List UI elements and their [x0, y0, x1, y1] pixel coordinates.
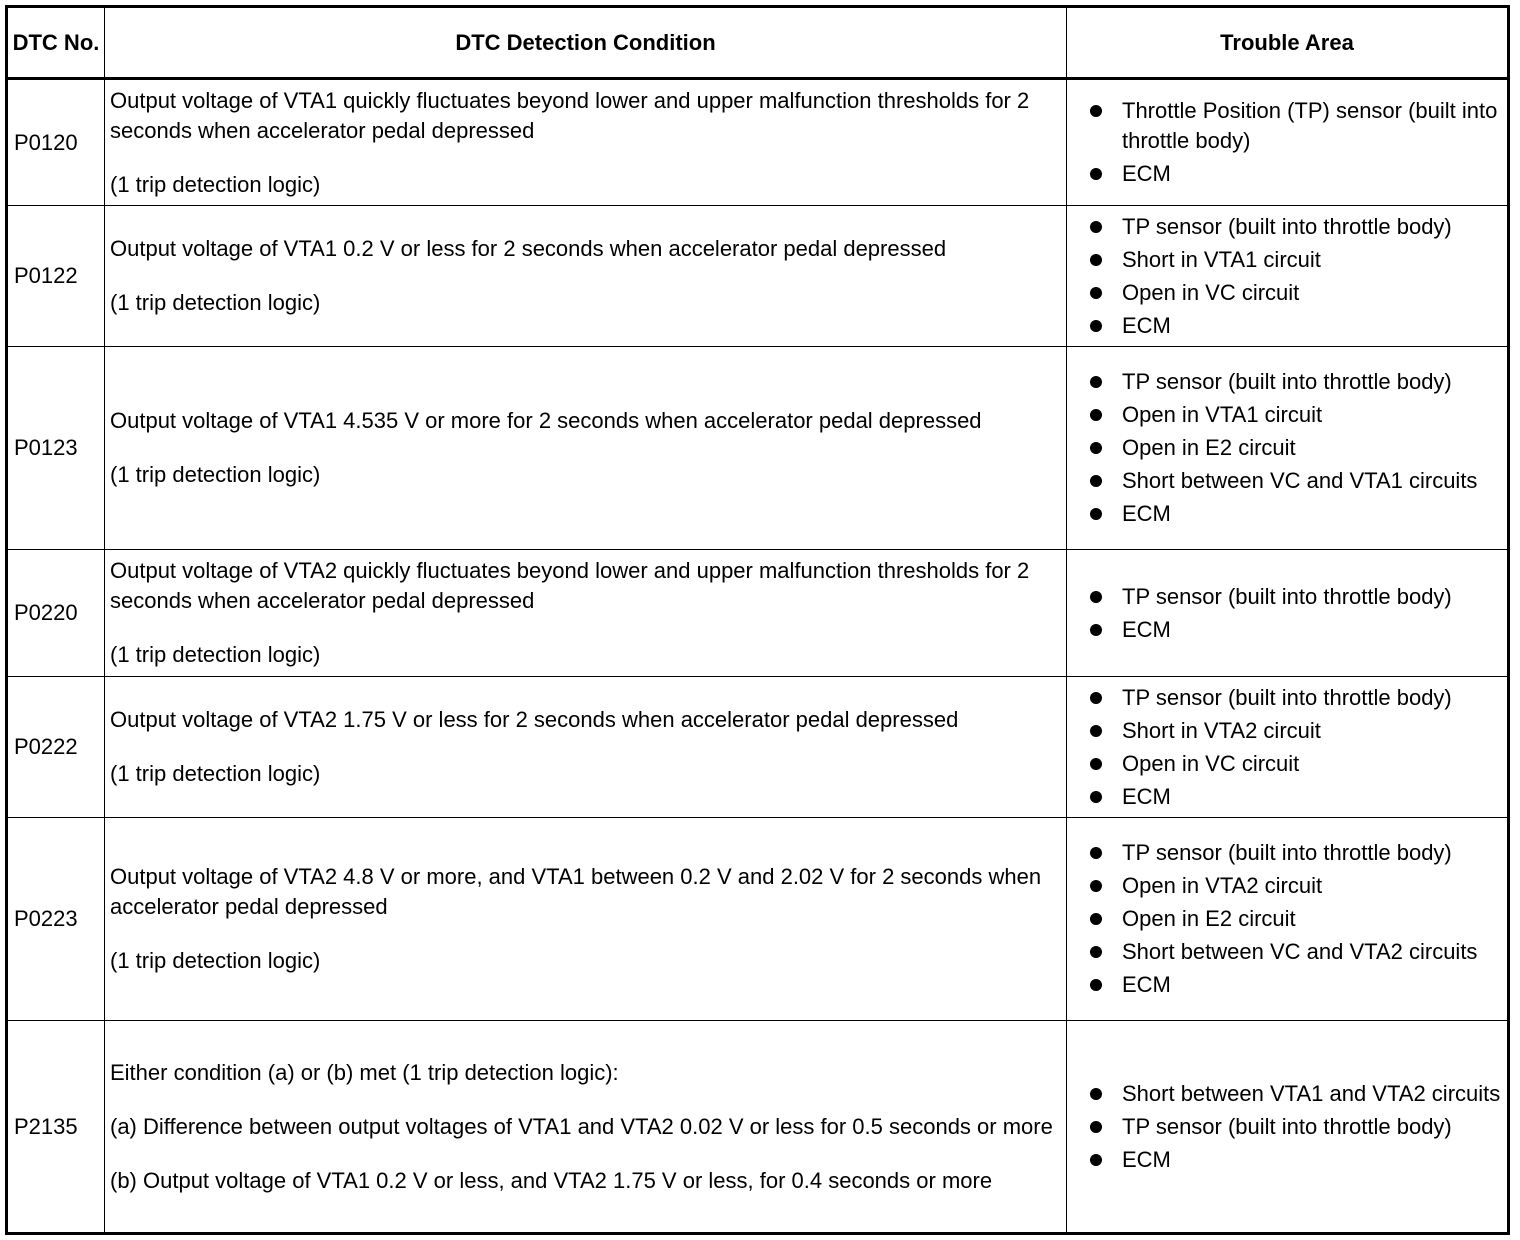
condition-text: (1 trip detection logic)	[110, 948, 321, 973]
list-item	[1087, 615, 1507, 645]
trouble-area-item: ECM	[1122, 783, 1171, 809]
table-row	[7, 206, 1509, 347]
condition-text: Output voltage of VTA1 0.2 V or less for 2 seconds when accelerator pedal depressed	[110, 236, 947, 261]
list-item	[1087, 311, 1507, 341]
list-item	[1087, 466, 1507, 496]
table-row	[7, 79, 1509, 206]
trouble-area-item: Open in VC circuit	[1122, 279, 1300, 305]
bullet-icon	[1090, 725, 1102, 737]
header-condition: DTC Detection Condition	[105, 7, 1067, 79]
condition-text: (1 trip detection logic)	[110, 462, 321, 487]
dtc-code: P0220	[7, 550, 105, 677]
trouble-area-item: Short between VTA1 and VTA2 circuits	[1122, 1080, 1501, 1106]
bullet-icon	[1090, 847, 1102, 859]
list-item	[1087, 278, 1507, 308]
trouble-area-item: Open in VC circuit	[1122, 750, 1300, 776]
trouble-area-item: Open in VTA1 circuit	[1122, 402, 1323, 427]
bullet-icon	[1090, 913, 1102, 925]
trouble-area-item: Open in E2 circuit	[1122, 435, 1296, 460]
dtc-code: P0123	[7, 347, 105, 550]
bullet-icon	[1090, 475, 1102, 487]
trouble-area	[1067, 550, 1509, 677]
detection-condition	[105, 550, 1067, 677]
header-row	[7, 7, 1509, 79]
list-item	[1087, 1112, 1507, 1142]
list-item	[1087, 838, 1507, 868]
trouble-area-item: ECM	[1122, 501, 1171, 526]
trouble-area	[1067, 79, 1509, 206]
list-item	[1087, 937, 1507, 967]
table-row	[7, 818, 1509, 1021]
trouble-area-item: TP sensor (built into throttle body)	[1122, 583, 1452, 609]
bullet-icon	[1090, 758, 1102, 770]
list-item	[1087, 499, 1507, 529]
list-item	[1087, 582, 1507, 612]
trouble-area-item: TP sensor (built into throttle body)	[1122, 1113, 1452, 1139]
condition-text: Output voltage of VTA2 quickly fluctuates beyond lower and upper malfunction thresholds for 2 seconds when accelerator pedal depressed	[110, 558, 1030, 613]
trouble-area	[1067, 1021, 1509, 1234]
dtc-code: P2135	[7, 1021, 105, 1234]
list-item	[1087, 904, 1507, 934]
list-item	[1087, 433, 1507, 463]
list-item	[1087, 1145, 1507, 1175]
list-item	[1087, 1079, 1507, 1109]
list-item	[1087, 683, 1507, 713]
dtc-code: P0223	[7, 818, 105, 1021]
list-item	[1087, 96, 1507, 156]
dtc-code: P0120	[7, 79, 105, 206]
bullet-icon	[1090, 168, 1102, 180]
trouble-area-item: TP sensor (built into throttle body)	[1122, 369, 1452, 394]
trouble-area-item: Open in E2 circuit	[1122, 906, 1296, 931]
bullet-icon	[1090, 1154, 1102, 1166]
trouble-area	[1067, 347, 1509, 550]
list-item	[1087, 159, 1507, 189]
bullet-icon	[1090, 508, 1102, 520]
bullet-icon	[1090, 1121, 1102, 1133]
dtc-table	[5, 5, 1510, 1235]
list-item	[1087, 782, 1507, 812]
trouble-area-item: Short between VC and VTA2 circuits	[1122, 939, 1478, 964]
list-item	[1087, 716, 1507, 746]
bullet-icon	[1090, 591, 1102, 603]
detection-condition	[105, 818, 1067, 1021]
trouble-area-item: Throttle Position (TP) sensor (built into throttle body)	[1122, 98, 1498, 153]
bullet-icon	[1090, 624, 1102, 636]
bullet-icon	[1090, 1088, 1102, 1100]
condition-text: Output voltage of VTA2 4.8 V or more, and VTA1 between 0.2 V and 2.02 V for 2 seconds when accelerator pedal depressed	[110, 864, 1042, 919]
condition-text: Either condition (a) or (b) met (1 trip detection logic):	[110, 1059, 619, 1085]
trouble-area-item: TP sensor (built into throttle body)	[1122, 684, 1452, 710]
condition-text: (a) Difference between output voltages of VTA1 and VTA2 0.02 V or less for 0.5 seconds or more	[110, 1113, 1053, 1139]
condition-text: (1 trip detection logic)	[110, 171, 321, 197]
trouble-area-item: TP sensor (built into throttle body)	[1122, 840, 1452, 865]
list-item	[1087, 212, 1507, 242]
trouble-area-item: Short between VC and VTA1 circuits	[1122, 468, 1478, 493]
bullet-icon	[1090, 287, 1102, 299]
bullet-icon	[1090, 254, 1102, 266]
condition-text: Output voltage of VTA1 4.535 V or more for 2 seconds when accelerator pedal depressed	[110, 408, 982, 433]
trouble-area-item: Short in VTA1 circuit	[1122, 246, 1321, 272]
trouble-area	[1067, 818, 1509, 1021]
list-item	[1087, 245, 1507, 275]
bullet-icon	[1090, 409, 1102, 421]
condition-text: Output voltage of VTA1 quickly fluctuates beyond lower and upper malfunction thresholds for 2 seconds when accelerator pedal depressed	[110, 87, 1030, 143]
bullet-icon	[1090, 442, 1102, 454]
list-item	[1087, 367, 1507, 397]
trouble-area-item: ECM	[1122, 972, 1171, 997]
detection-condition	[105, 347, 1067, 550]
bullet-icon	[1090, 320, 1102, 332]
list-item	[1087, 871, 1507, 901]
bullet-icon	[1090, 221, 1102, 233]
detection-condition	[105, 677, 1067, 818]
trouble-area-item: ECM	[1122, 1146, 1171, 1172]
bullet-icon	[1090, 979, 1102, 991]
trouble-area	[1067, 206, 1509, 347]
trouble-area-item: TP sensor (built into throttle body)	[1122, 213, 1452, 239]
detection-condition	[105, 1021, 1067, 1234]
detection-condition	[105, 206, 1067, 347]
trouble-area-item: Short in VTA2 circuit	[1122, 717, 1321, 743]
header-dtc-no	[7, 7, 105, 79]
list-item	[1087, 400, 1507, 430]
table-row	[7, 1021, 1509, 1234]
bullet-icon	[1090, 376, 1102, 388]
condition-text: (1 trip detection logic)	[110, 290, 321, 315]
trouble-area-item: ECM	[1122, 312, 1171, 338]
condition-text: (b) Output voltage of VTA1 0.2 V or less, and VTA2 1.75 V or less, for 0.4 seconds or more	[110, 1167, 993, 1193]
dtc-code: P0222	[7, 677, 105, 818]
bullet-icon	[1090, 105, 1102, 117]
table-row	[7, 347, 1509, 550]
list-item	[1087, 970, 1507, 1000]
trouble-area-item: Open in VTA2 circuit	[1122, 873, 1323, 898]
detection-condition	[105, 79, 1067, 206]
table-row	[7, 550, 1509, 677]
header-trouble-area: Trouble Area	[1067, 7, 1509, 79]
bullet-icon	[1090, 692, 1102, 704]
bullet-icon	[1090, 946, 1102, 958]
condition-text: (1 trip detection logic)	[110, 642, 321, 667]
header-dtc-no-label: DTC No.	[12, 30, 100, 55]
trouble-area-item: ECM	[1122, 616, 1171, 642]
table-row	[7, 677, 1509, 818]
bullet-icon	[1090, 791, 1102, 803]
bullet-icon	[1090, 880, 1102, 892]
condition-text: (1 trip detection logic)	[110, 761, 321, 786]
trouble-area-item: ECM	[1122, 161, 1171, 186]
list-item	[1087, 749, 1507, 779]
dtc-code: P0122	[7, 206, 105, 347]
condition-text: Output voltage of VTA2 1.75 V or less for 2 seconds when accelerator pedal depressed	[110, 707, 959, 732]
trouble-area	[1067, 677, 1509, 818]
